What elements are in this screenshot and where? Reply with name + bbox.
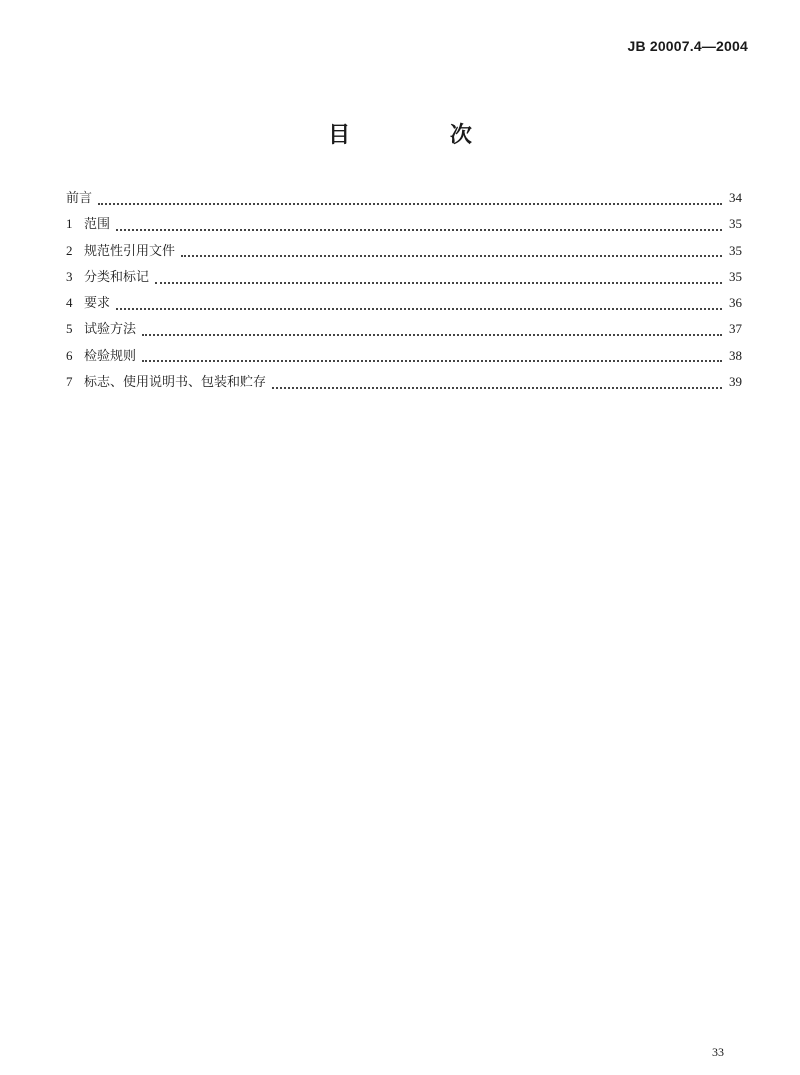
standard-code: JB 20007.4—2004 — [627, 38, 748, 54]
toc-entry-page: 36 — [729, 295, 742, 311]
toc-leader-dots — [142, 359, 722, 362]
toc-leader-dots — [116, 228, 722, 231]
toc-entry-label: 要求 — [84, 296, 111, 312]
toc-leader-dots — [155, 281, 722, 284]
table-of-contents — [66, 187, 742, 397]
toc-leader-dots — [116, 307, 722, 310]
toc-entry-5[interactable] — [66, 318, 742, 344]
toc-entry-label: 试验方法 — [84, 322, 137, 338]
toc-entry-1[interactable] — [66, 213, 742, 239]
toc-entry-page: 35 — [729, 268, 742, 284]
toc-entry-number: 1 — [66, 216, 73, 232]
toc-entry-label: 前言 — [66, 191, 93, 206]
toc-entry-number: 6 — [66, 347, 73, 363]
toc-entry-label: 检验规则 — [84, 348, 137, 364]
toc-entry-preface[interactable] — [66, 187, 742, 213]
toc-entry-label: 分类和标记 — [84, 269, 150, 285]
toc-entry-page: 35 — [729, 242, 742, 258]
toc-entry-number: 2 — [66, 242, 73, 258]
toc-entry-6[interactable] — [66, 345, 742, 371]
toc-leader-dots — [272, 386, 722, 389]
toc-leader-dots — [142, 333, 722, 336]
toc-entry-page: 35 — [729, 216, 742, 232]
toc-entry-3[interactable] — [66, 266, 742, 292]
toc-entry-number: 3 — [66, 268, 73, 284]
page-title: 目 次 — [328, 123, 518, 148]
page-number: 33 — [712, 1045, 724, 1059]
toc-entry-page: 39 — [729, 374, 742, 390]
toc-entry-number: 4 — [66, 295, 73, 311]
toc-leader-dots — [181, 254, 722, 257]
toc-entry-7[interactable] — [66, 371, 742, 397]
toc-entry-label: 规范性引用文件 — [84, 243, 176, 259]
toc-entry-number: 7 — [66, 374, 73, 390]
toc-entry-label: 范围 — [84, 217, 111, 233]
toc-entry-number: 5 — [66, 321, 73, 337]
toc-entry-page: 38 — [729, 347, 742, 363]
toc-entry-2[interactable] — [66, 240, 742, 266]
toc-leader-dots — [98, 202, 722, 205]
toc-entry-page: 37 — [729, 321, 742, 337]
toc-entry-label: 标志、使用说明书、包装和贮存 — [84, 375, 267, 391]
toc-entry-page: 34 — [729, 190, 742, 205]
toc-entry-4[interactable] — [66, 292, 742, 318]
